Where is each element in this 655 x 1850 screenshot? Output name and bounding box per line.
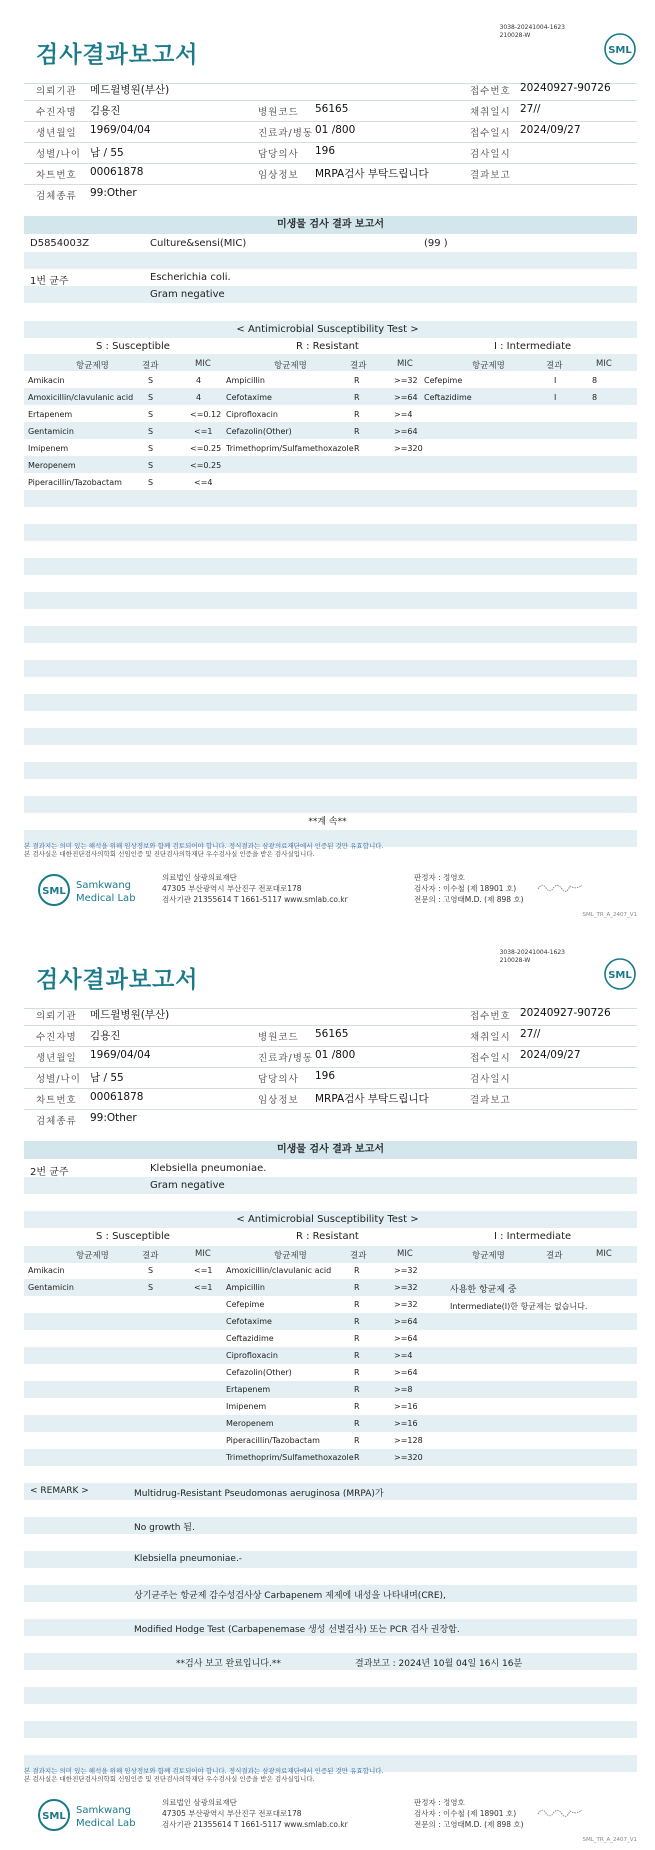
remark-line: Klebsiella pneumoniae.- [134,1554,243,1564]
label-clinical-info: 임상정보 [258,170,299,181]
label-collection-date: 채취일시 [470,1032,511,1043]
drug-name: Imipenem [28,444,69,453]
footer-note: 본 결과지는 의미 있는 해석을 위해 임상정보와 함께 검토되어야 합니다. 정식결과는 삼광의료재단에서 인증된 것만 유효합니다. [24,1767,384,1775]
col-header-drug: 항균제명 [76,1251,109,1261]
drug-mic: >=128 [394,1436,423,1445]
label-report-date: 결과보고 [470,170,511,181]
drug-mic: <=1 [194,1283,213,1292]
drug-mic: 4 [196,376,202,385]
label-sex-age: 성별/나이 [36,1074,81,1085]
drug-mic: >=32 [394,376,418,385]
department: 01 /800 [315,1049,356,1061]
label-patient-name: 수진자명 [36,1032,77,1043]
drug-result: S [148,1283,154,1292]
drug-result: R [354,1266,360,1275]
side-note: Intermediate(I)한 항균제는 없습니다. [450,1302,588,1311]
drug-result: I [554,376,557,385]
drug-mic: >=64 [394,1334,418,1343]
test-number: (99 ) [424,238,448,249]
sml-logo-icon [603,32,637,66]
drug-name: Ciprofloxacin [226,1351,278,1360]
col-header-result: 결과 [142,1251,159,1261]
drug-result: S [148,410,154,419]
organism-name: Escherichia coli. [150,272,231,283]
svg-text:Medical Lab: Medical Lab [76,1818,136,1829]
drug-name: Cefotaxime [226,1317,272,1326]
remark-label: < REMARK > [30,1486,89,1496]
drug-name: Cefazolin(Other) [226,427,292,436]
drug-name: Meropenem [226,1419,274,1428]
birth-date: 1969/04/04 [90,124,151,136]
form-version: SML_TR_A_2407_V1 [582,912,637,918]
patient-name: 김용진 [90,1030,121,1042]
document-title: 검사결과보고서 [36,967,199,993]
report-complete: **검사 보고 완료입니다.** [176,1659,281,1669]
organism-name: Klebsiella pneumoniae. [150,1163,267,1174]
legend-resistant: R : Resistant [296,341,359,352]
department: 01 /800 [315,124,356,136]
specimen: 99:Other [90,1112,137,1124]
col-header-result: 결과 [142,361,159,371]
drug-mic: >=64 [394,1317,418,1326]
label-receipt-date: 접수일시 [470,128,511,139]
label-test-date: 검사일시 [470,1074,511,1085]
test-name: Culture&sensi(MIC) [150,238,247,249]
drug-name: Ampicillin [226,1283,265,1292]
label-test-date: 검사일시 [470,149,511,160]
drug-result: R [354,1402,360,1411]
drug-mic: >=64 [394,427,418,436]
drug-result: S [148,461,154,470]
ast-title: < Antimicrobial Susceptibility Test > [236,324,419,335]
drug-mic: 8 [592,376,598,385]
legend-intermediate: I : Intermediate [494,1231,572,1242]
drug-mic: >=64 [394,1368,418,1377]
drug-result: R [354,444,360,453]
remark-line: No growth 됨. [134,1523,195,1533]
svg-text:SML: SML [608,970,632,981]
collection-date: 27// [520,103,541,115]
col-header-drug: 항균제명 [472,361,505,371]
label-specimen: 검체종류 [36,191,77,202]
drug-result: R [354,376,360,385]
drug-result: S [148,427,154,436]
drug-result: R [354,427,360,436]
label-patient-name: 수진자명 [36,107,77,118]
drug-mic: <=0.12 [190,410,222,419]
drug-name: Piperacillin/Tazobactam [28,478,122,487]
signer-doctor: 전문의 : 고영태M.D. (제 898 호) [414,895,524,904]
hospital-code: 56165 [315,103,349,115]
section-title: 미생물 검사 결과 보고서 [24,1141,637,1159]
doctor: 196 [315,1070,336,1082]
label-sex-age: 성별/나이 [36,149,81,160]
drug-name: Imipenem [226,1402,267,1411]
col-header-mic: MIC [596,359,612,369]
label-requesting-org: 의뢰기관 [36,86,77,97]
svg-text:Samkwang: Samkwang [76,1805,131,1816]
drug-name: Gentamicin [28,1283,74,1292]
drug-mic: >=32 [394,1266,418,1275]
remark-line: 상기균주는 항균제 감수성검사상 Carbapenem 제제에 내성을 나타내며(CRE), [134,1591,446,1601]
footer-signature-block [414,872,524,905]
drug-result: R [354,1334,360,1343]
drug-mic: >=64 [394,393,418,402]
drug-result: R [354,1419,360,1428]
document-title: 검사결과보고서 [36,42,199,68]
svg-text:Samkwang: Samkwang [76,880,131,891]
col-header-result: 결과 [546,1251,563,1261]
sex-age: 남 / 55 [90,1072,124,1084]
doctor: 196 [315,145,336,157]
sex-age: 남 / 55 [90,147,124,159]
drug-result: S [148,444,154,453]
requesting-org: 메드윌병원(부산) [90,84,170,96]
signer-judge: 판정자 : 정영호 [414,1798,465,1807]
receipt-date: 2024/09/27 [520,124,581,136]
col-header-drug: 항균제명 [274,361,307,371]
remark-line: Multidrug-Resistant Pseudomonas aeruginosa (MRPA)가 [134,1489,384,1499]
label-department: 진료과/병동 [258,128,314,139]
form-version: SML_TR_A_2407_V1 [582,1837,637,1843]
drug-result: R [354,410,360,419]
drug-mic: <=1 [194,427,213,436]
gram-stain: Gram negative [150,1180,225,1191]
col-header-result: 결과 [350,361,367,371]
col-header-mic: MIC [596,1249,612,1259]
drug-name: Meropenem [28,461,76,470]
col-header-mic: MIC [195,359,211,369]
drug-mic: >=320 [394,444,423,453]
drug-mic: <=4 [194,478,213,487]
label-specimen: 검체종류 [36,1116,77,1127]
label-hospital-code: 병원코드 [258,107,299,118]
drug-mic: >=32 [394,1300,418,1309]
drug-mic: >=8 [394,1385,413,1394]
signature-scribble [536,880,586,894]
drug-name: Amoxicillin/clavulanic acid [28,393,134,402]
hospital-code: 56165 [315,1028,349,1040]
col-header-mic: MIC [397,359,413,369]
sml-logo-icon [603,957,637,991]
col-header-drug: 항균제명 [472,1251,505,1261]
gram-stain: Gram negative [150,289,225,300]
drug-mic: >=320 [394,1453,423,1462]
col-header-result: 결과 [350,1251,367,1261]
chart-no: 00061878 [90,1091,144,1103]
drug-name: Trimethoprim/Sulfamethoxazole [226,444,354,453]
samkwang-logo-icon [36,1795,146,1835]
drug-result: R [354,1351,360,1360]
signer-judge: 판정자 : 정영호 [414,873,465,882]
drug-result: R [354,1300,360,1309]
report-time: 결과보고 : 2024년 10월 04일 16시 16분 [355,1659,523,1669]
drug-name: Amoxicillin/clavulanic acid [226,1266,332,1275]
label-chart-no: 차트번호 [36,170,77,181]
drug-name: Ceftazidime [226,1334,274,1343]
legend-resistant: R : Resistant [296,1231,359,1242]
drug-mic: >=32 [394,1283,418,1292]
receipt-date: 2024/09/27 [520,1049,581,1061]
col-header-drug: 항균제명 [274,1251,307,1261]
footer-org: 의료법인 삼광의료재단 [162,1798,237,1807]
drug-result: R [354,393,360,402]
svg-text:SML: SML [608,45,632,56]
isolate-label: 1번 균주 [30,276,69,287]
drug-mic: >=16 [394,1419,418,1428]
receipt-no: 20240927-90726 [520,82,611,94]
svg-text:Medical Lab: Medical Lab [76,893,136,904]
signer-tester: 검사자 : 이수철 (제 18901 호) [414,884,517,893]
drug-result: S [148,376,154,385]
birth-date: 1969/04/04 [90,1049,151,1061]
document-code: 3038-20241004-1623 210028-W [499,24,565,39]
drug-name: Ertapenem [28,410,73,419]
patient-name: 김용진 [90,105,121,117]
drug-name: Ciprofloxacin [226,410,278,419]
signature-scribble [536,1805,586,1819]
svg-text:SML: SML [42,886,66,897]
drug-name: Gentamicin [28,427,74,436]
side-note: 사용한 항균제 중 [450,1285,517,1295]
drug-result: R [354,1368,360,1377]
drug-result: S [148,393,154,402]
drug-result: R [354,1317,360,1326]
label-hospital-code: 병원코드 [258,1032,299,1043]
footer-address: 47305 부산광역시 부산진구 전포대로178 [162,1809,302,1818]
footer-note: 본 결과지는 의미 있는 해석을 위해 임상정보와 함께 검토되어야 합니다. 정식결과는 삼광의료재단에서 인증된 것만 유효합니다. [24,842,384,850]
drug-name: Cefepime [424,376,463,385]
section-title: 미생물 검사 결과 보고서 [24,216,637,234]
clinical-info: MRPA검사 부탁드립니다 [315,1093,429,1105]
signer-doctor: 전문의 : 고영태M.D. (제 898 호) [414,1820,524,1829]
drug-name: Cefepime [226,1300,265,1309]
drug-result: S [148,1266,154,1275]
drug-name: Piperacillin/Tazobactam [226,1436,320,1445]
clinical-info: MRPA검사 부탁드립니다 [315,168,429,180]
drug-result: S [148,478,154,487]
label-doctor: 담당의사 [258,1074,299,1085]
drug-result: R [354,1385,360,1394]
remark-line: Modified Hodge Test (Carbapenemase 생성 선별검사) 또는 PCR 검사 권장함. [134,1625,460,1635]
requesting-org: 메드윌병원(부산) [90,1009,170,1021]
svg-text:SML: SML [42,1811,66,1822]
footer-org-block [162,872,348,905]
footer-org-block [162,1797,348,1830]
drug-name: Ceftazidime [424,393,472,402]
drug-mic: >=4 [394,410,413,419]
specimen: 99:Other [90,187,137,199]
footer-org: 의료법인 삼광의료재단 [162,873,237,882]
drug-mic: <=0.25 [190,444,222,453]
col-header-result: 결과 [546,361,563,371]
col-header-mic: MIC [397,1249,413,1259]
footer-signature-block [414,1797,524,1830]
drug-result: R [354,1453,360,1462]
report-page-2 [0,925,655,1850]
label-doctor: 담당의사 [258,149,299,160]
footer-phone: 검사기관 21355614 T 1661-5117 www.smlab.co.kr [162,895,348,904]
drug-result: R [354,1283,360,1292]
label-receipt-date: 접수일시 [470,1053,511,1064]
chart-no: 00061878 [90,166,144,178]
label-report-date: 결과보고 [470,1095,511,1106]
legend-susceptible: S : Susceptible [96,341,170,352]
label-receipt-no: 접수번호 [470,86,511,97]
drug-name: Ampicillin [226,376,265,385]
drug-result: R [354,1436,360,1445]
drug-name: Amikacin [28,1266,65,1275]
legend-intermediate: I : Intermediate [494,341,572,352]
footer-phone: 검사기관 21355614 T 1661-5117 www.smlab.co.kr [162,1820,348,1829]
test-code: D5854003Z [30,238,90,249]
label-clinical-info: 임상정보 [258,1095,299,1106]
drug-name: Trimethoprim/Sulfamethoxazole [226,1453,354,1462]
label-receipt-no: 접수번호 [470,1011,511,1022]
continued-mark: **계 속** [308,817,347,827]
label-collection-date: 채취일시 [470,107,511,118]
drug-mic: 8 [592,393,598,402]
label-birth-date: 생년월일 [36,128,77,139]
receipt-no: 20240927-90726 [520,1007,611,1019]
samkwang-logo-icon [36,870,146,910]
drug-mic: <=0.25 [190,461,222,470]
footer-note: 본 검사실은 대한진단검사의학회 신임인증 및 진단검사의학재단 우수검사실 인증을 받은 검사실입니다. [24,850,315,858]
label-requesting-org: 의뢰기관 [36,1011,77,1022]
collection-date: 27// [520,1028,541,1040]
drug-mic: >=16 [394,1402,418,1411]
col-header-mic: MIC [195,1249,211,1259]
footer-address: 47305 부산광역시 부산진구 전포대로178 [162,884,302,893]
signer-tester: 검사자 : 이수철 (제 18901 호) [414,1809,517,1818]
legend-susceptible: S : Susceptible [96,1231,170,1242]
drug-name: Ertapenem [226,1385,271,1394]
ast-title: < Antimicrobial Susceptibility Test > [236,1214,419,1225]
drug-mic: <=1 [194,1266,213,1275]
col-header-drug: 항균제명 [76,361,109,371]
drug-result: I [554,393,557,402]
footer-note: 본 검사실은 대한진단검사의학회 신임인증 및 진단검사의학재단 우수검사실 인증을 받은 검사실입니다. [24,1775,315,1783]
drug-name: Cefazolin(Other) [226,1368,292,1377]
document-code: 3038-20241004-1623 210028-W [499,949,565,964]
drug-mic: 4 [196,393,202,402]
drug-name: Amikacin [28,376,65,385]
label-department: 진료과/병동 [258,1053,314,1064]
label-chart-no: 차트번호 [36,1095,77,1106]
isolate-label: 2번 균주 [30,1167,69,1178]
label-birth-date: 생년월일 [36,1053,77,1064]
drug-name: Cefotaxime [226,393,272,402]
drug-mic: >=4 [394,1351,413,1360]
